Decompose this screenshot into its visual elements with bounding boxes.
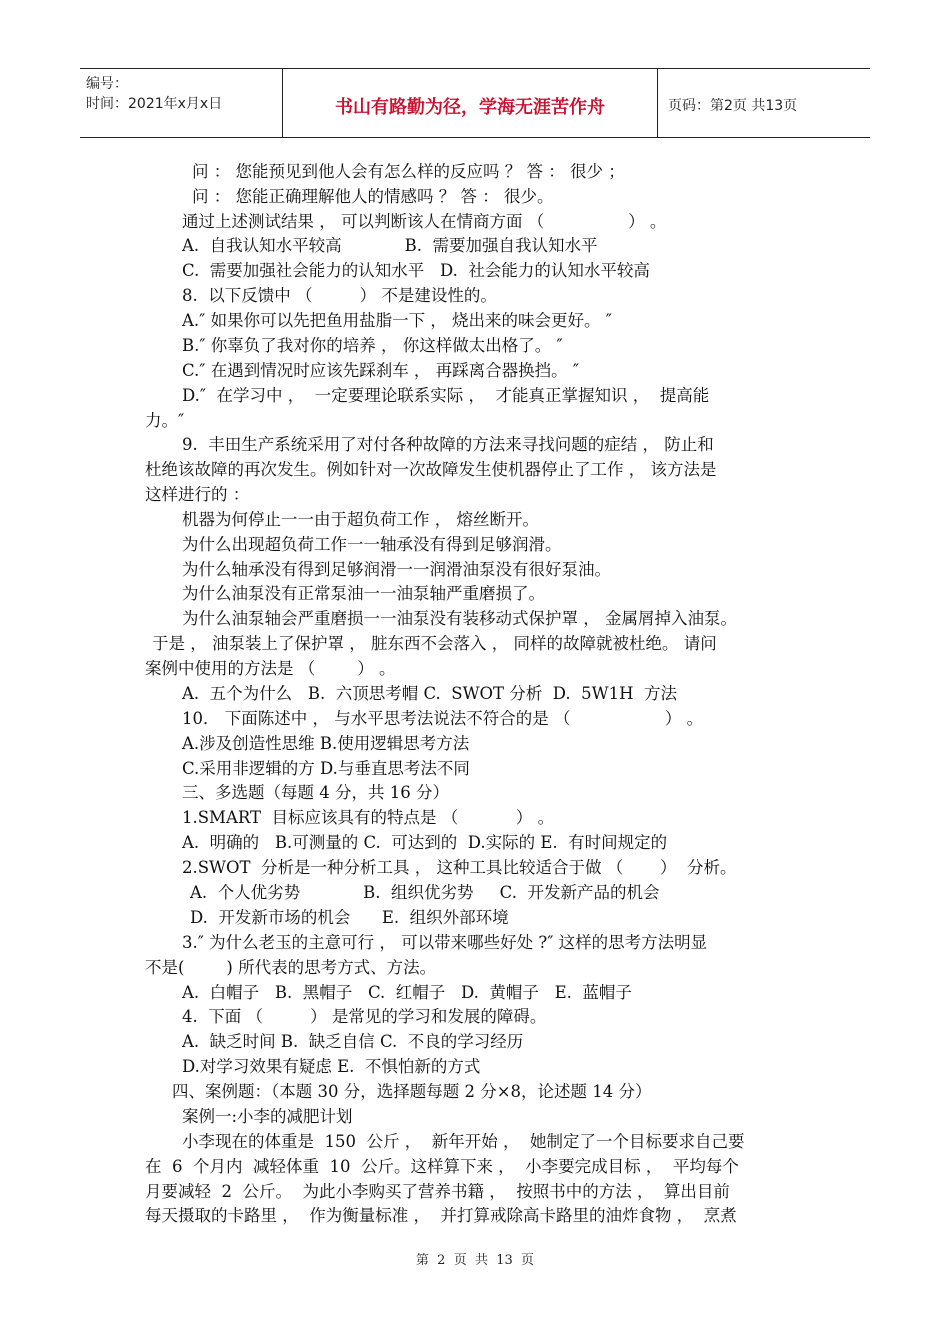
document-number-label: 编号： [86, 76, 128, 92]
text-line: A.涉及创造性思维 B.使用逻辑思考方法 [182, 734, 470, 753]
text-line: 2.SWOT 分析是一种分析工具 ， 这种工具比较适合于做 （ ） 分析。 [182, 858, 737, 877]
text-line: 月要减轻 2 公斤。 为此小李购买了营养书籍 ， 按照书中的方法 ， 算出目前 [145, 1182, 730, 1201]
text-line: A. 白帽子 B. 黑帽子 C. 红帽子 D. 黄帽子 E. 蓝帽子 [182, 983, 632, 1002]
text-line: A. 明确的 B.可测量的 C. 可达到的 D.实际的 E. 有时间规定的 [182, 833, 668, 852]
header-motto: 书山有路勤为径，学海无涯苦作舟 [335, 97, 605, 118]
text-line: 四、案例题：（本题 30 分，选择题每题 2 分×8，论述题 14 分） [172, 1082, 652, 1101]
text-line: 为什么轴承没有得到足够润滑一一润滑油泵没有很好泵油。 [182, 560, 611, 579]
text-line: D. 开发新市场的机会 E. 组织外部环境 [190, 908, 509, 927]
text-line: 为什么油泵没有正常泵油一一油泵轴严重磨损了。 [182, 584, 545, 603]
text-line: 三、多选题（每题 4 分，共 16 分） [182, 783, 449, 802]
document-date-label: 时间：2021年x月x日 [86, 96, 223, 112]
text-line: D.″ 在学习中 ， 一定要理论联系实际 ， 才能真正掌握知识 ， 提高能 [182, 386, 710, 405]
text-line: 在 6 个月内 减轻体重 10 公斤。这样算下来 ， 小李要完成目标 ， 平均每个 [145, 1157, 739, 1176]
text-line: D.对学习效果有疑虑 E. 不惧怕新的方式 [182, 1057, 481, 1076]
text-line: A. 自我认知水平较高 B. 需要加强自我认知水平 [182, 236, 598, 255]
page-footer: 第 2 页 共 13 页 [415, 1253, 535, 1268]
text-line: 为什么油泵轴会严重磨损一一油泵没有装移动式保护罩 ， 金属屑掉入油泵。 [182, 609, 737, 628]
text-line: 问 ： 您能正确理解他人的情感吗 ？ 答 ： 很少。 [192, 187, 554, 206]
text-line: 为什么出现超负荷工作一一轴承没有得到足够润滑。 [182, 535, 562, 554]
text-line: C.″ 在遇到情况时应该先踩刹车 ， 再踩离合器换挡。 ″ [182, 361, 580, 380]
text-line: 每天摄取的卡路里 ， 作为衡量标准 ， 并打算戒除高卡路里的油炸食物 ， 烹煮 [145, 1206, 737, 1225]
text-line: 杜绝该故障的再次发生。例如针对一次故障发生使机器停止了工作 ， 该方法是 [145, 460, 717, 479]
header-right-cell [658, 69, 870, 137]
text-line: 9. 丰田生产系统采用了对付各种故障的方法来寻找问题的症结 ， 防止和 [182, 435, 714, 454]
text-line: 问 ： 您能预见到他人会有怎么样的反应吗 ？ 答 ： 很少 ； [192, 162, 625, 181]
text-line: 10． 下面陈述中 ， 与水平思考法说法不符合的是 （ ） 。 [182, 709, 704, 728]
text-line: 力。″ [145, 411, 185, 430]
text-line: B.″ 你辜负了我对你的培养 ， 你这样做太出格了。 ″ [182, 336, 563, 355]
text-line: 8. 以下反馈中 （ ） 不是建设性的。 [182, 286, 497, 305]
text-line: 案例中使用的方法是 （ ） 。 [145, 659, 396, 678]
text-line: 这样进行的 ： [145, 485, 250, 504]
text-line: A. 缺乏时间 B. 缺乏自信 C. 不良的学习经历 [182, 1032, 524, 1051]
header-middle-cell [283, 69, 658, 137]
text-line: A. 五个为什么 B. 六顶思考帽 C. SWOT 分析 D. 5W1H 方法 [182, 684, 677, 703]
page-header [80, 68, 870, 138]
header-page-info: 页码：第2页 共13页 [668, 98, 798, 114]
text-line: C. 需要加强社会能力的认知水平 D. 社会能力的认知水平较高 [182, 261, 650, 280]
text-line: 于是 ， 油泵装上了保护罩 ， 脏东西不会落入 ， 同样的故障就被杜绝。 请问 [152, 634, 717, 653]
text-line: 通过上述测试结果 ， 可以判断该人在情商方面 （ ） 。 [182, 212, 667, 231]
text-line: A.″ 如果你可以先把鱼用盐脂一下 ， 烧出来的味会更好。 ″ [182, 311, 612, 330]
text-line: 1.SMART 目标应该具有的特点是 （ ） 。 [182, 808, 555, 827]
header-left-cell [80, 69, 283, 137]
text-line: 小李现在的体重是 150 公斤 ， 新年开始 ， 她制定了一个目标要求自己要 [182, 1132, 745, 1151]
text-line: A. 个人优劣势 B. 组织优劣势 C. 开发新产品的机会 [190, 883, 660, 902]
text-line: 4. 下面 （ ） 是常见的学习和发展的障碍。 [182, 1007, 547, 1026]
text-line: 不是( ) 所代表的思考方式、方法。 [145, 958, 437, 977]
text-line: 机器为何停止一一由于超负荷工作 ， 熔丝断开。 [182, 510, 539, 529]
text-line: C.采用非逻辑的方 D.与垂直思考法不同 [182, 759, 470, 778]
text-line: 3.″ 为什么老玉的主意可行 ， 可以带来哪些好处 ?″ 这样的思考方法明显 [182, 933, 708, 952]
text-line: 案例一:小李的减肥计划 [182, 1107, 353, 1126]
